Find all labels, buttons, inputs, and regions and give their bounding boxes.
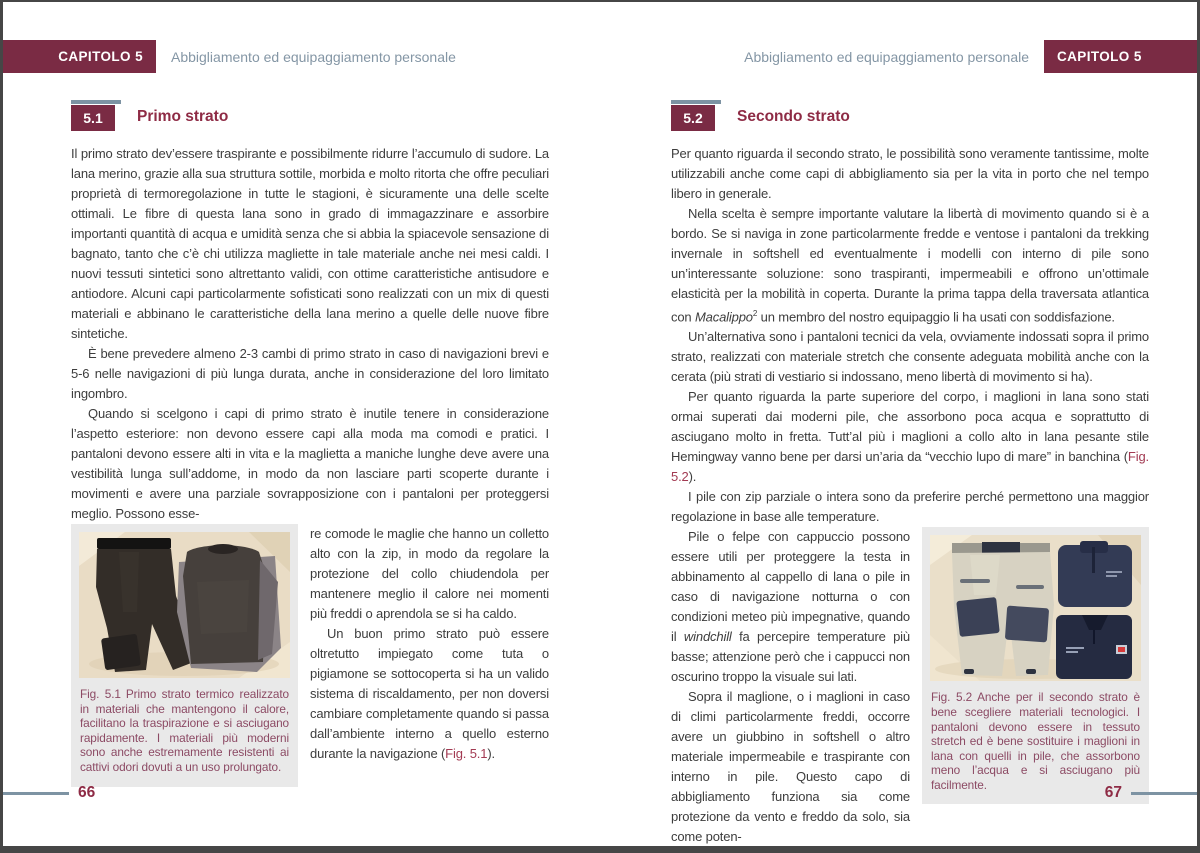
body-paragraph: Per quanto riguarda la parte superiore del corpo, i maglioni in lana sono stati ormai superati dai moderni pile, che assorbono poca acqua e soprattutto di asciugano molto in fretta. Tutt’al più i maglioni a collo alto in lana pesante stile Hemingway vanno bene per darsi un’aria da “vecchio lupo di mare” in banchina (Fig. 5.2). [671,389,1149,485]
section-accent-bar [671,100,721,104]
running-head-left [3,40,456,73]
section-accent-bar [71,100,121,104]
figure-reference-link[interactable]: Fig. 5.1 [445,746,488,761]
section-title: Primo strato [137,108,229,125]
figure-caption-text: Primo strato termico realizzato in materiali che mantengono il calore, facilitano la traspirazione e si asciugano rapidamente. I materiali più moderni sono anche estremamente resistenti ai cattivi odori dovuti a un uso prolungato. [80,687,289,774]
page-number-rule [3,792,69,795]
body-paragraph: Quando si scelgono i capi di primo strato è inutile tenere in considerazione l’aspetto esteriore: non devono essere capi alla moda ma comodi e pratici. I pantaloni devono essere alti in vita e la maglietta a maniche lunghe deve avere una vestibilità lunga sull’addome, in modo da non lasciare parti scoperte durante i movimenti e avere una parziale sovrapposizione con i pantaloni per proteggersi meglio. Possono esse- [71,406,549,521]
figure-reference-link[interactable]: Fig. 5.2 [671,449,1149,485]
section-number-wrap [71,100,121,131]
section-heading [671,100,1149,131]
section-heading [71,100,549,131]
section-title: Secondo strato [737,108,850,125]
page-number-rule [1131,792,1197,795]
body-text [671,144,1149,527]
body-paragraph: Sopra il maglione, o i maglioni in caso di climi particolarmente freddi, occorre avere un giubbino in softshell o altro materiale impermeabile e traspirante con interno in pile. Questo capo di abbigliamento funziona sia come protezione da vento e freddo da solo, sia come poten- [671,689,910,845]
running-head-title: Abbigliamento ed equipaggiamento personale [171,48,456,65]
wrapped-body-text [310,524,549,764]
figure-block [71,524,298,787]
figure-image-first-layer-garments [79,532,290,678]
italic-text: windchill [683,629,732,645]
figure-image-second-layer-garments [930,535,1141,681]
page-number: 67 [1104,784,1122,801]
section-number-badge: 5.1 [71,105,115,131]
body-paragraph: Il primo strato dev’essere traspirante e possibilmente ridurre l’accumulo di sudore. La lana merino, grazie alla sua struttura sottile, morbida e molto ritorta che offre peculiari proprietà di termoregolazione in tutte le stagioni, è sicuramente una delle scelte ottimali. Le fibre di questa lana sono in grado di immagazzinare e assorbire importanti quantità di acqua e umidità senza che si abbia la spiacevole sensazione di bagnato, tanto che c’è chi utilizza magliette in tale materiale anche nei mesi caldi. I nuovi tessuti sintetici sono altrettanto validi, con ottime caratteristiche antisudore e antiodore. Alcuni capi particolarmente sofisticati sono realizzati con un mix di questi materiali e abbinano le caratteristiche della lana merino a quelle delle nuove fibre sintetiche. [71,146,549,341]
italic-text: Macalippo [694,309,753,325]
body-paragraph: Un’alternativa sono i pantaloni tecnici da vela, ovviamente indossati sopra il primo strato, realizzati con materiale stretch che consente adeguata mobilità anche con la cerata (più strati di vestiario si indossano, meno libertà di movimento si ha). [671,329,1149,385]
figure-block [922,527,1149,804]
body-paragraph: I pile con zip parziale o intera sono da preferire perché permettono una maggior regolazione in base alle temperature. [671,489,1149,525]
body-paragraph: Pile o felpe con cappuccio possono essere utili per proteggere la testa in abbinamento al cappello di lana o pile in caso di navigazione notturna o con condizioni meteo più impegnative, quando il windchill fa percepire temperature più basse; attenzione però che i cappucci non oscurino troppo la visuale sui lati. [671,529,910,685]
wrapped-body-text [671,527,910,847]
page-number: 66 [78,784,96,801]
figure-label: Fig. 5.2 [931,690,973,705]
running-head-title: Abbigliamento ed equipaggiamento personale [744,48,1029,65]
body-text [71,144,549,524]
body-paragraph: Per quanto riguarda il secondo strato, le possibilità sono veramente tantissime, molte utilizzabili anche come capi di abbigliamento sia per la vita in porto che nel tempo libero in generale. [671,146,1149,201]
section-number-badge: 5.2 [671,105,715,131]
body-paragraph: Nella scelta è sempre importante valutare la libertà di movimento quando si è a bordo. Se si naviga in zone particolarmente fredde e ventose i pantaloni da trekking invernale in softshell ed eventualmente i modelli con interno di pile sono un’interessante soluzione: sono traspiranti, impermeabili e offrono un’ottimale elasticità per la mobilità in coperta. Durante la prima tappa della traversata atlantica con Macalippo$^2$ un membro del nostro equipaggio li ha usati con soddisfazione. [671,206,1149,325]
section-number-wrap [671,100,721,131]
page-number-left [3,784,95,802]
footnote-marker: 2 [752,309,758,318]
running-head-right [744,40,1197,73]
figure-label: Fig. 5.1 [80,687,121,701]
figure-caption [931,690,1140,792]
figure-caption [80,687,289,775]
page-right [671,100,1149,847]
page-left [71,100,549,787]
chapter-badge: CAPITOLO 5 [1044,40,1197,73]
page-number-right [1105,784,1197,802]
figure-caption-text: Anche per il secondo strato è bene scegliere materiali tecnologici. I pantaloni devono essere in tessuto stretch ed è bene sostituire i maglioni in lana con quelli in pile, che assorbono meno l’acqua e si asciugano più facilmente. [931,690,1140,792]
figure-text-row [671,527,1149,847]
body-paragraph: re comode le maglie che hanno un colletto alto con la zip, in modo da regolare la protezione del collo chiudendola per mantenere meglio il calore nei momenti più freddi o aprendola se si ha caldo. [310,526,549,621]
body-paragraph: Un buon primo strato può essere oltretutto impiegato come tuta o pigiamone se sottocoperta si ha un valido sistema di riscaldamento, per non doversi cambiare completamente quando si passa dall’ambiente interno a quello esterno durante la navigazione (Fig. 5.1). [310,626,549,761]
chapter-badge: CAPITOLO 5 [3,40,156,73]
figure-text-row [71,524,549,787]
body-paragraph: È bene prevedere almeno 2-3 cambi di primo strato in caso di navigazioni brevi e 5-6 nelle navigazioni di più lunga durata, anche in considerazione del loro limitato ingombro. [71,346,549,401]
